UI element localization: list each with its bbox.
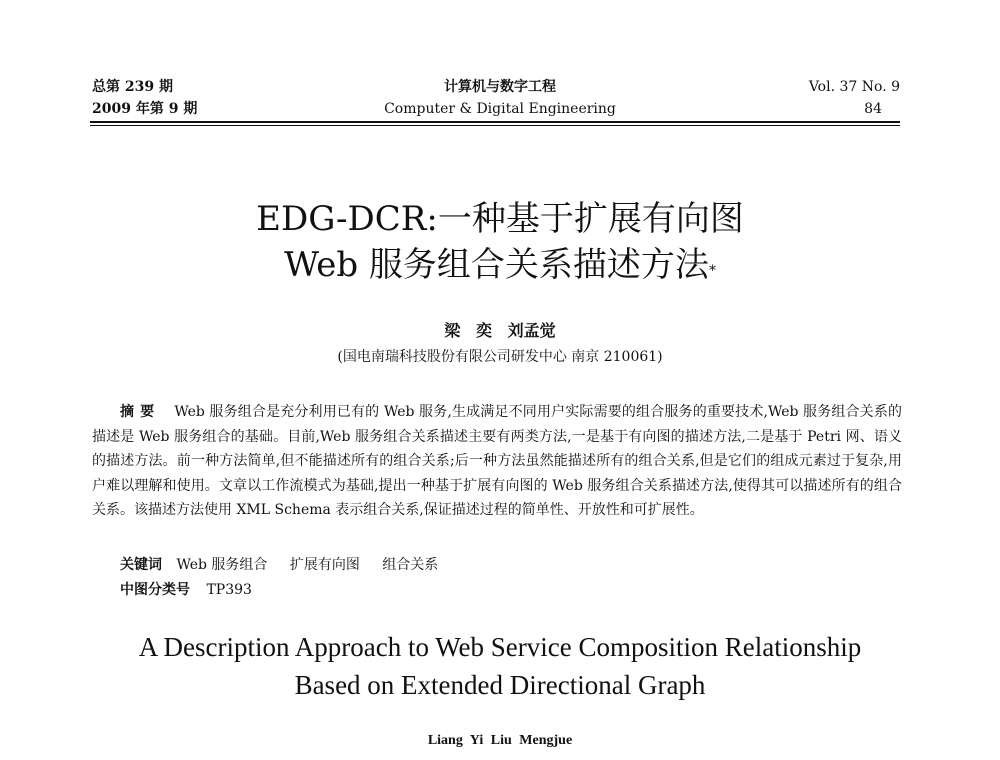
affiliation: (国电南瑞科技股份有限公司研发中心 南京 210061) [337, 349, 663, 365]
keywords-label: 关键词 [120, 557, 162, 573]
journal-name-cn: 计算机与数字工程 [444, 79, 556, 95]
title-line-2 [0, 242, 1000, 288]
abstract-label: 摘要 [120, 404, 161, 420]
abstract [92, 400, 902, 523]
volume-number: Vol. 37 No. 9 [808, 79, 900, 95]
abstract-text: Web 服务组合是充分利用已有的 Web 服务,生成满足不同用户实际需要的组合服务的重要技术,Web 服务组合关系的描述是 Web 服务组合的基础。目前,Web 服务组合关系描述主要有两类方法,一是基于有向图的描述方法,二是基于 Petri 网、语义的描述方法。前一种方法简单,但不能描述所有的组合关系;后一种方法虽然能描述所有的组合关系,但是它们的组成元素过于复杂,用户难以理解和使用。文章以工作流模式为基础,提出一种基于扩展有向图的 Web 服务组合关系描述方法,使得其可以描述所有的组合关系。该描述方法使用 XML Schema 表示组合关系,保证描述过程的简单性、开放性和可扩展性。 [92, 404, 903, 519]
english-title-line-2: Based on Extended Directional Graph [294, 670, 706, 700]
title-line-1: EDG-DCR:一种基于扩展有向图 [256, 199, 744, 239]
english-title [0, 628, 1000, 704]
keyword-item: 组合关系 [382, 557, 439, 573]
keyword-item: 扩展有向图 [289, 557, 360, 573]
page-number: 84 [864, 101, 882, 117]
classification-label: 中图分类号 [120, 582, 190, 598]
journal-name-en: Computer & Digital Engineering [384, 101, 616, 117]
english-title-line-1: A Description Approach to Web Service Composition Relationship [138, 632, 862, 662]
keywords [120, 553, 456, 577]
header-rule-thick [90, 121, 900, 123]
authors: 梁 奕 刘孟觉 [444, 321, 556, 340]
header-rule-thin [90, 125, 900, 126]
volume-info [809, 76, 900, 120]
english-authors: Liang Yi Liu Mengjue [427, 733, 573, 748]
classification [120, 578, 252, 602]
classification-value: TP393 [206, 582, 252, 598]
title-line-2-text: Web 服务组合关系描述方法 [284, 245, 709, 285]
issue-year: 2009 年第 9 期 [92, 101, 198, 117]
issue-total: 总第 239 期 [92, 79, 173, 95]
keyword-item: Web 服务组合 [176, 557, 268, 573]
title-footnote-mark: * [708, 263, 716, 279]
paper-title [0, 196, 1000, 288]
